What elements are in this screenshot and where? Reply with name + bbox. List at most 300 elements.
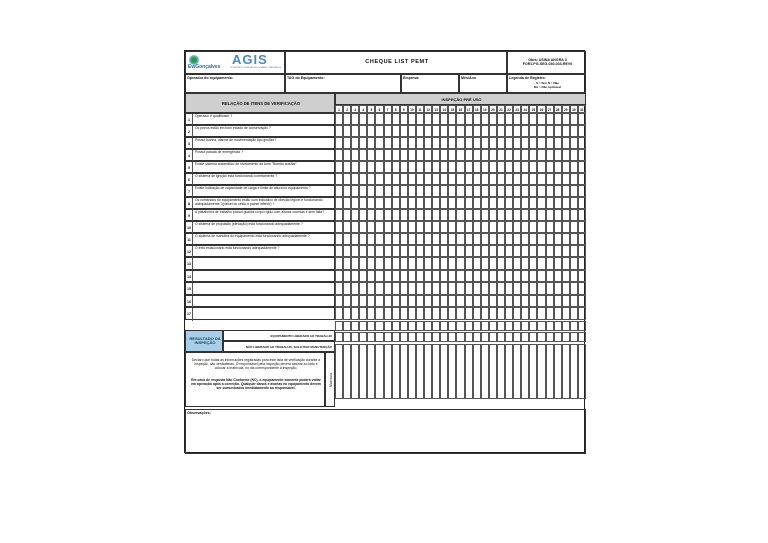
check-cell[interactable] [578, 209, 586, 221]
check-cell[interactable] [343, 125, 351, 137]
signature-cell[interactable] [400, 344, 408, 399]
check-cell[interactable] [408, 233, 416, 245]
check-cell[interactable] [473, 113, 481, 125]
check-cell[interactable] [578, 197, 586, 209]
check-cell[interactable] [562, 125, 570, 137]
check-cell[interactable] [375, 161, 383, 173]
check-cell[interactable] [473, 295, 481, 308]
check-cell[interactable] [513, 307, 521, 320]
check-cell[interactable] [367, 295, 375, 308]
check-cell[interactable] [505, 125, 513, 137]
check-cell[interactable] [554, 270, 562, 283]
check-cell[interactable] [481, 197, 489, 209]
check-cell[interactable] [456, 233, 464, 245]
check-cell[interactable] [448, 149, 456, 161]
check-cell[interactable] [400, 282, 408, 295]
check-cell[interactable] [416, 233, 424, 245]
check-cell[interactable] [513, 137, 521, 149]
check-cell[interactable] [343, 282, 351, 295]
check-cell[interactable] [481, 233, 489, 245]
check-cell[interactable] [375, 197, 383, 209]
check-cell[interactable] [481, 245, 489, 257]
check-cell[interactable] [335, 307, 343, 320]
check-cell[interactable] [546, 209, 554, 221]
check-cell[interactable] [375, 137, 383, 149]
check-cell[interactable] [505, 161, 513, 173]
check-cell[interactable] [416, 173, 424, 185]
check-cell[interactable] [546, 245, 554, 257]
check-cell[interactable] [343, 209, 351, 221]
check-cell[interactable] [351, 197, 359, 209]
check-cell[interactable] [497, 233, 505, 245]
check-cell[interactable] [489, 209, 497, 221]
check-cell[interactable] [384, 270, 392, 283]
check-cell[interactable] [546, 270, 554, 283]
released-cell[interactable] [578, 321, 586, 332]
check-cell[interactable] [521, 113, 529, 125]
check-cell[interactable] [440, 257, 448, 270]
released-cell[interactable] [408, 321, 416, 332]
check-cell[interactable] [497, 295, 505, 308]
check-cell[interactable] [537, 257, 545, 270]
check-cell[interactable] [473, 270, 481, 283]
check-cell[interactable] [481, 173, 489, 185]
check-cell[interactable] [562, 257, 570, 270]
check-cell[interactable] [497, 307, 505, 320]
check-cell[interactable] [375, 245, 383, 257]
check-cell[interactable] [465, 173, 473, 185]
check-cell[interactable] [529, 185, 537, 197]
not-released-cell[interactable] [375, 332, 383, 343]
check-cell[interactable] [408, 245, 416, 257]
check-cell[interactable] [392, 257, 400, 270]
not-released-cell[interactable] [392, 332, 400, 343]
check-cell[interactable] [400, 257, 408, 270]
check-cell[interactable] [481, 257, 489, 270]
check-cell[interactable] [546, 161, 554, 173]
check-cell[interactable] [392, 221, 400, 233]
not-released-cell[interactable] [562, 332, 570, 343]
check-cell[interactable] [359, 113, 367, 125]
check-cell[interactable] [546, 185, 554, 197]
check-cell[interactable] [416, 125, 424, 137]
check-cell[interactable] [546, 125, 554, 137]
check-cell[interactable] [570, 270, 578, 283]
check-cell[interactable] [343, 295, 351, 308]
check-cell[interactable] [400, 113, 408, 125]
check-cell[interactable] [400, 173, 408, 185]
released-cell[interactable] [359, 321, 367, 332]
check-cell[interactable] [343, 233, 351, 245]
check-cell[interactable] [440, 307, 448, 320]
check-cell[interactable] [481, 307, 489, 320]
check-cell[interactable] [570, 125, 578, 137]
check-cell[interactable] [375, 209, 383, 221]
check-cell[interactable] [465, 137, 473, 149]
check-cell[interactable] [416, 149, 424, 161]
check-cell[interactable] [513, 295, 521, 308]
check-cell[interactable] [505, 282, 513, 295]
check-cell[interactable] [351, 270, 359, 283]
check-cell[interactable] [554, 245, 562, 257]
check-cell[interactable] [570, 307, 578, 320]
check-cell[interactable] [351, 257, 359, 270]
check-cell[interactable] [546, 221, 554, 233]
check-cell[interactable] [473, 245, 481, 257]
check-cell[interactable] [521, 270, 529, 283]
check-cell[interactable] [448, 173, 456, 185]
check-cell[interactable] [400, 295, 408, 308]
check-cell[interactable] [465, 307, 473, 320]
check-cell[interactable] [578, 137, 586, 149]
check-cell[interactable] [562, 245, 570, 257]
check-cell[interactable] [497, 245, 505, 257]
check-cell[interactable] [521, 185, 529, 197]
check-cell[interactable] [554, 161, 562, 173]
check-cell[interactable] [392, 173, 400, 185]
check-cell[interactable] [562, 233, 570, 245]
check-cell[interactable] [416, 197, 424, 209]
check-cell[interactable] [384, 173, 392, 185]
released-cell[interactable] [537, 321, 545, 332]
check-cell[interactable] [456, 307, 464, 320]
check-cell[interactable] [570, 137, 578, 149]
check-cell[interactable] [424, 221, 432, 233]
check-cell[interactable] [473, 125, 481, 137]
check-cell[interactable] [497, 209, 505, 221]
check-cell[interactable] [359, 257, 367, 270]
check-cell[interactable] [570, 295, 578, 308]
check-cell[interactable] [359, 125, 367, 137]
check-cell[interactable] [384, 197, 392, 209]
check-cell[interactable] [537, 137, 545, 149]
check-cell[interactable] [424, 113, 432, 125]
check-cell[interactable] [375, 257, 383, 270]
not-released-cell[interactable] [440, 332, 448, 343]
check-cell[interactable] [521, 282, 529, 295]
signature-cell[interactable] [562, 344, 570, 399]
check-cell[interactable] [392, 185, 400, 197]
check-cell[interactable] [375, 185, 383, 197]
check-cell[interactable] [481, 161, 489, 173]
check-cell[interactable] [489, 125, 497, 137]
check-cell[interactable] [570, 257, 578, 270]
check-cell[interactable] [578, 113, 586, 125]
check-cell[interactable] [554, 173, 562, 185]
check-cell[interactable] [489, 270, 497, 283]
check-cell[interactable] [465, 233, 473, 245]
check-cell[interactable] [343, 161, 351, 173]
check-cell[interactable] [529, 270, 537, 283]
check-cell[interactable] [537, 173, 545, 185]
check-cell[interactable] [529, 149, 537, 161]
check-cell[interactable] [497, 113, 505, 125]
check-cell[interactable] [465, 149, 473, 161]
signature-cell[interactable] [578, 344, 586, 399]
not-released-cell[interactable] [367, 332, 375, 343]
check-cell[interactable] [424, 245, 432, 257]
check-cell[interactable] [562, 197, 570, 209]
check-cell[interactable] [335, 295, 343, 308]
check-cell[interactable] [465, 125, 473, 137]
check-cell[interactable] [359, 185, 367, 197]
check-cell[interactable] [578, 233, 586, 245]
check-cell[interactable] [537, 245, 545, 257]
check-cell[interactable] [432, 125, 440, 137]
not-released-cell[interactable] [343, 332, 351, 343]
check-cell[interactable] [513, 221, 521, 233]
check-cell[interactable] [384, 161, 392, 173]
check-cell[interactable] [554, 233, 562, 245]
check-cell[interactable] [440, 197, 448, 209]
check-cell[interactable] [497, 149, 505, 161]
check-cell[interactable] [424, 197, 432, 209]
not-released-cell[interactable] [473, 332, 481, 343]
check-cell[interactable] [465, 257, 473, 270]
check-cell[interactable] [343, 257, 351, 270]
check-cell[interactable] [416, 295, 424, 308]
check-cell[interactable] [367, 270, 375, 283]
released-cell[interactable] [424, 321, 432, 332]
not-released-cell[interactable] [570, 332, 578, 343]
check-cell[interactable] [562, 221, 570, 233]
check-cell[interactable] [375, 307, 383, 320]
check-cell[interactable] [392, 233, 400, 245]
check-cell[interactable] [554, 221, 562, 233]
tag-field[interactable] [285, 74, 401, 93]
check-cell[interactable] [578, 161, 586, 173]
check-cell[interactable] [481, 295, 489, 308]
check-cell[interactable] [359, 270, 367, 283]
check-cell[interactable] [578, 295, 586, 308]
check-cell[interactable] [343, 173, 351, 185]
check-cell[interactable] [375, 221, 383, 233]
check-cell[interactable] [546, 197, 554, 209]
check-cell[interactable] [489, 161, 497, 173]
check-cell[interactable] [489, 197, 497, 209]
check-cell[interactable] [432, 307, 440, 320]
check-cell[interactable] [473, 233, 481, 245]
check-cell[interactable] [513, 125, 521, 137]
released-cell[interactable] [497, 321, 505, 332]
not-released-cell[interactable] [546, 332, 554, 343]
check-cell[interactable] [408, 307, 416, 320]
signature-cell[interactable] [521, 344, 529, 399]
released-cell[interactable] [416, 321, 424, 332]
check-cell[interactable] [335, 233, 343, 245]
operator-field[interactable] [185, 74, 285, 93]
check-cell[interactable] [465, 295, 473, 308]
released-cell[interactable] [367, 321, 375, 332]
check-cell[interactable] [570, 113, 578, 125]
check-cell[interactable] [497, 282, 505, 295]
check-cell[interactable] [400, 185, 408, 197]
check-cell[interactable] [570, 233, 578, 245]
check-cell[interactable] [489, 137, 497, 149]
check-cell[interactable] [465, 161, 473, 173]
check-cell[interactable] [432, 257, 440, 270]
released-cell[interactable] [335, 321, 343, 332]
check-cell[interactable] [513, 149, 521, 161]
check-cell[interactable] [416, 257, 424, 270]
check-cell[interactable] [481, 209, 489, 221]
check-cell[interactable] [456, 137, 464, 149]
check-cell[interactable] [416, 282, 424, 295]
check-cell[interactable] [570, 282, 578, 295]
check-cell[interactable] [448, 307, 456, 320]
check-cell[interactable] [432, 161, 440, 173]
not-released-cell[interactable] [335, 332, 343, 343]
check-cell[interactable] [408, 137, 416, 149]
check-cell[interactable] [351, 161, 359, 173]
check-cell[interactable] [384, 209, 392, 221]
check-cell[interactable] [505, 149, 513, 161]
check-cell[interactable] [521, 173, 529, 185]
check-cell[interactable] [497, 257, 505, 270]
not-released-cell[interactable] [481, 332, 489, 343]
check-cell[interactable] [578, 221, 586, 233]
check-cell[interactable] [513, 245, 521, 257]
signature-cell[interactable] [416, 344, 424, 399]
check-cell[interactable] [375, 233, 383, 245]
check-cell[interactable] [335, 185, 343, 197]
check-cell[interactable] [537, 185, 545, 197]
check-cell[interactable] [440, 221, 448, 233]
check-cell[interactable] [537, 209, 545, 221]
signature-cell[interactable] [424, 344, 432, 399]
check-cell[interactable] [489, 149, 497, 161]
check-cell[interactable] [392, 149, 400, 161]
check-cell[interactable] [505, 173, 513, 185]
check-cell[interactable] [537, 221, 545, 233]
check-cell[interactable] [489, 233, 497, 245]
check-cell[interactable] [432, 233, 440, 245]
check-cell[interactable] [497, 161, 505, 173]
check-cell[interactable] [448, 295, 456, 308]
check-cell[interactable] [440, 295, 448, 308]
not-released-cell[interactable] [351, 332, 359, 343]
check-cell[interactable] [456, 161, 464, 173]
check-cell[interactable] [416, 185, 424, 197]
check-cell[interactable] [367, 185, 375, 197]
check-cell[interactable] [335, 245, 343, 257]
check-cell[interactable] [473, 221, 481, 233]
check-cell[interactable] [367, 173, 375, 185]
released-cell[interactable] [546, 321, 554, 332]
check-cell[interactable] [513, 197, 521, 209]
check-cell[interactable] [481, 125, 489, 137]
check-cell[interactable] [384, 233, 392, 245]
signature-cell[interactable] [546, 344, 554, 399]
check-cell[interactable] [521, 233, 529, 245]
check-cell[interactable] [489, 295, 497, 308]
check-cell[interactable] [578, 173, 586, 185]
not-released-cell[interactable] [359, 332, 367, 343]
check-cell[interactable] [416, 270, 424, 283]
check-cell[interactable] [359, 161, 367, 173]
check-cell[interactable] [392, 209, 400, 221]
released-cell[interactable] [473, 321, 481, 332]
not-released-cell[interactable] [578, 332, 586, 343]
check-cell[interactable] [392, 270, 400, 283]
check-cell[interactable] [497, 185, 505, 197]
check-cell[interactable] [489, 113, 497, 125]
check-cell[interactable] [513, 233, 521, 245]
check-cell[interactable] [408, 257, 416, 270]
check-cell[interactable] [554, 307, 562, 320]
check-cell[interactable] [570, 149, 578, 161]
check-cell[interactable] [432, 209, 440, 221]
check-cell[interactable] [424, 161, 432, 173]
check-cell[interactable] [497, 125, 505, 137]
not-released-cell[interactable] [456, 332, 464, 343]
not-released-cell[interactable] [448, 332, 456, 343]
check-cell[interactable] [400, 307, 408, 320]
not-released-cell[interactable] [529, 332, 537, 343]
check-cell[interactable] [521, 125, 529, 137]
check-cell[interactable] [335, 113, 343, 125]
check-cell[interactable] [384, 221, 392, 233]
check-cell[interactable] [424, 307, 432, 320]
signature-cell[interactable] [335, 344, 343, 399]
check-cell[interactable] [465, 221, 473, 233]
check-cell[interactable] [497, 197, 505, 209]
released-cell[interactable] [375, 321, 383, 332]
check-cell[interactable] [351, 185, 359, 197]
check-cell[interactable] [432, 197, 440, 209]
check-cell[interactable] [465, 185, 473, 197]
check-cell[interactable] [343, 245, 351, 257]
check-cell[interactable] [513, 173, 521, 185]
check-cell[interactable] [505, 245, 513, 257]
check-cell[interactable] [497, 173, 505, 185]
check-cell[interactable] [529, 197, 537, 209]
check-cell[interactable] [473, 149, 481, 161]
check-cell[interactable] [440, 125, 448, 137]
check-cell[interactable] [473, 173, 481, 185]
check-cell[interactable] [481, 113, 489, 125]
check-cell[interactable] [521, 209, 529, 221]
check-cell[interactable] [505, 209, 513, 221]
check-cell[interactable] [367, 257, 375, 270]
check-cell[interactable] [546, 307, 554, 320]
check-cell[interactable] [440, 137, 448, 149]
released-cell[interactable] [400, 321, 408, 332]
check-cell[interactable] [529, 282, 537, 295]
check-cell[interactable] [521, 295, 529, 308]
check-cell[interactable] [546, 173, 554, 185]
check-cell[interactable] [384, 125, 392, 137]
check-cell[interactable] [529, 307, 537, 320]
check-cell[interactable] [570, 209, 578, 221]
check-cell[interactable] [554, 185, 562, 197]
check-cell[interactable] [456, 295, 464, 308]
released-cell[interactable] [465, 321, 473, 332]
check-cell[interactable] [529, 257, 537, 270]
check-cell[interactable] [432, 149, 440, 161]
check-cell[interactable] [424, 282, 432, 295]
check-cell[interactable] [416, 307, 424, 320]
check-cell[interactable] [408, 185, 416, 197]
check-cell[interactable] [578, 245, 586, 257]
check-cell[interactable] [432, 173, 440, 185]
check-cell[interactable] [578, 125, 586, 137]
check-cell[interactable] [367, 233, 375, 245]
check-cell[interactable] [351, 221, 359, 233]
check-cell[interactable] [481, 221, 489, 233]
check-cell[interactable] [392, 197, 400, 209]
check-cell[interactable] [367, 137, 375, 149]
